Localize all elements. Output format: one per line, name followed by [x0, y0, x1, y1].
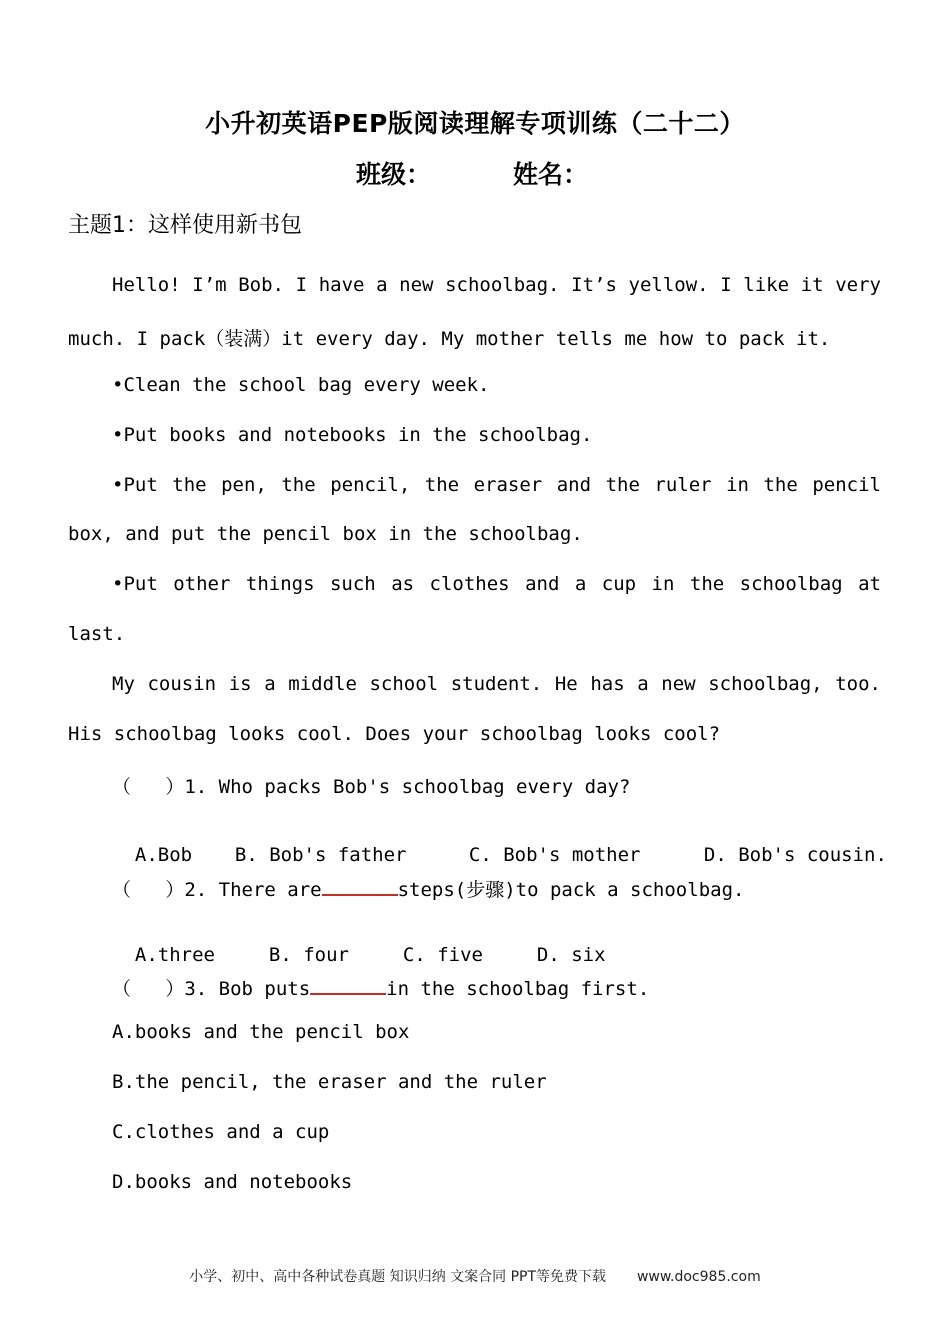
word: middle	[288, 673, 357, 695]
q1-option-b: B. Bob's father	[234, 844, 407, 866]
q2-option-b: B. four	[268, 944, 349, 966]
footer-url[interactable]: www.doc985.com	[636, 1269, 761, 1285]
word: and	[556, 474, 592, 496]
passage-step2: •Put books and notebooks in the schoolbag.	[112, 424, 593, 446]
page-footer	[0, 1266, 950, 1286]
q1-option-c: C. Bob's mother	[468, 844, 641, 866]
word: things	[245, 573, 315, 595]
q1-option-d: D. Bob's cousin.	[703, 844, 887, 866]
q3-option-b: B.the pencil, the eraser and the ruler	[112, 1071, 547, 1093]
word: pen,	[221, 474, 267, 496]
question-1: （ ）1. Who packs Bob's schoolbag every day?	[112, 776, 631, 798]
passage-p2-line1	[112, 673, 881, 695]
word: has	[590, 673, 625, 695]
q3-option-a: A.books and the pencil box	[112, 1021, 410, 1043]
word: too.	[835, 673, 881, 695]
word: other	[173, 573, 231, 595]
word: pencil,	[330, 474, 411, 496]
word: have	[318, 274, 365, 296]
passage-step3-line2: box, and put the pencil box in the schoolbag.	[68, 523, 583, 545]
word: schoolbag.	[445, 274, 560, 296]
q2-option-c: C. five	[402, 944, 483, 966]
word: very	[835, 274, 881, 296]
q1-option-a: A.Bob	[134, 844, 193, 866]
passage-p2-line2: His schoolbag looks cool. Does your schoolbag looks cool?	[68, 723, 721, 745]
word: schoolbag,	[708, 673, 823, 695]
word: the	[424, 474, 460, 496]
word: •Put	[112, 573, 158, 595]
word: a	[264, 673, 276, 695]
student-info	[356, 155, 588, 191]
word: is	[228, 673, 252, 695]
word: school	[369, 673, 439, 695]
word: I’m	[192, 274, 227, 296]
word: new	[661, 673, 696, 695]
word: schoolbag	[739, 573, 843, 595]
word: the	[605, 474, 640, 496]
word: Hello!	[112, 274, 181, 296]
passage-step1: •Clean the school bag every week.	[112, 374, 490, 396]
word: cup	[601, 573, 637, 595]
word: the	[281, 474, 316, 496]
q2-option-a: A.three	[134, 944, 215, 966]
word: a	[637, 673, 649, 695]
word: I	[295, 274, 308, 296]
name-label: 姓名：	[513, 160, 589, 189]
word: eraser	[473, 474, 543, 496]
word: in	[651, 573, 675, 595]
question-2-options	[112, 922, 606, 966]
word: yellow.	[628, 274, 709, 296]
word: and	[525, 573, 560, 595]
passage-step4-line2: last.	[68, 623, 126, 645]
word: the	[763, 474, 798, 496]
word: ruler	[654, 474, 712, 496]
q2-option-d: D. six	[536, 944, 606, 966]
word: He	[554, 673, 578, 695]
word: the	[172, 474, 207, 496]
q3-text-before: （ ）3. Bob puts	[112, 978, 311, 1000]
word: new	[399, 274, 434, 296]
word: a	[574, 573, 587, 595]
q3-option-c: C.clothes and a cup	[112, 1121, 330, 1143]
word: My	[112, 673, 135, 695]
question-2	[112, 872, 744, 902]
word: It’s	[571, 274, 617, 296]
word: like	[743, 274, 790, 296]
word: pencil	[812, 474, 881, 496]
word: •Put	[112, 474, 158, 496]
word: the	[689, 573, 725, 595]
passage-p1-line2: much. I pack（装满）it every day. My mother tells me how to pack it.	[68, 328, 831, 350]
word: I	[720, 274, 732, 296]
q3-answer-blank[interactable]	[310, 971, 386, 995]
q3-text-after: in the schoolbag first.	[386, 978, 650, 1000]
word: as	[391, 573, 415, 595]
class-label: 班级：	[356, 160, 432, 189]
topic-heading: 主题1：这样使用新书包	[68, 213, 302, 238]
q2-text-before: （ ）2. There are	[112, 879, 322, 901]
q3-option-d: D.books and notebooks	[112, 1171, 353, 1193]
question-1-options	[112, 822, 887, 866]
page-title: 小升初英语PEP版阅读理解专项训练（二十二）	[205, 109, 745, 138]
word: such	[329, 573, 376, 595]
passage-p1-line1	[112, 274, 881, 296]
word: in	[726, 474, 749, 496]
word: student.	[450, 673, 543, 695]
question-3	[112, 971, 649, 1001]
passage-step4-line1	[112, 573, 881, 595]
word: clothes	[429, 573, 510, 595]
footer-text: 小学、初中、高中各种试卷真题 知识归纳 文案合同 PPT等免费下载	[189, 1269, 607, 1285]
word: it	[800, 274, 824, 296]
word: at	[858, 573, 881, 595]
passage-step3-line1	[112, 474, 881, 496]
word: a	[376, 274, 388, 296]
q2-answer-blank[interactable]	[322, 872, 398, 896]
q2-text-after: steps(步骤)to pack a schoolbag.	[397, 879, 745, 901]
word: Bob.	[238, 274, 284, 296]
word: cousin	[147, 673, 217, 695]
